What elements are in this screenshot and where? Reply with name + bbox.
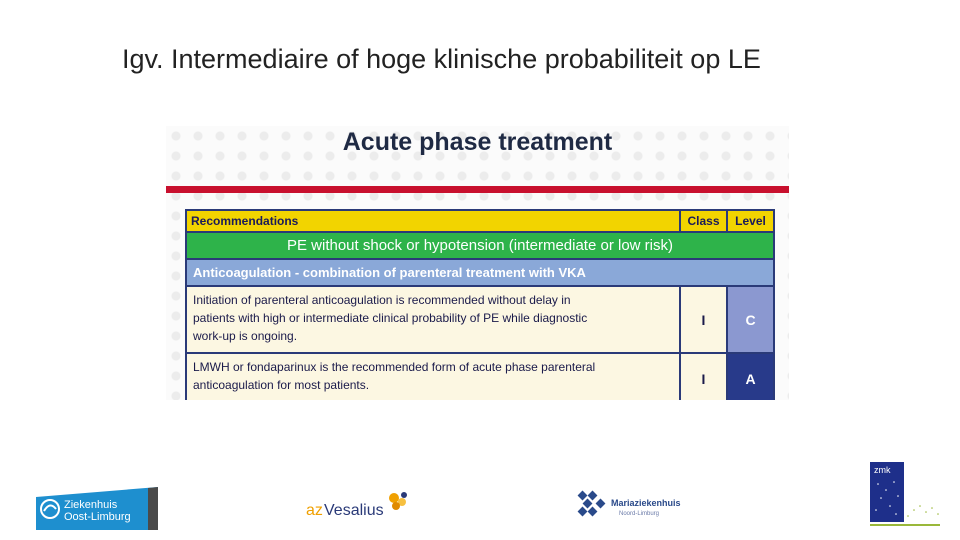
maria-sub: Noord-Limburg — [619, 511, 660, 517]
table-row — [187, 354, 773, 400]
zmk-logo — [866, 462, 944, 528]
maria-logo — [577, 488, 693, 520]
class-cell: I — [681, 287, 728, 352]
section-row: PE without shock or hypotension (intermediate or low risk) — [187, 233, 773, 260]
slide-title: Igv. Intermediaire of hoge klinische probabiliteit op LE — [122, 44, 761, 74]
recommendation-line: Initiation of parenteral anticoagulation is recommended without delay in — [193, 293, 571, 307]
header-class: Class — [681, 211, 728, 231]
vesalius-name: Vesalius — [324, 502, 384, 519]
table-row — [187, 287, 773, 354]
header-level: Level — [735, 214, 766, 228]
red-divider — [166, 186, 789, 193]
vesalius-prefix: az — [306, 502, 323, 519]
recommendation-line: work-up is ongoing. — [193, 329, 298, 343]
level-cell: A — [728, 354, 773, 400]
panel-heading: Acute phase treatment — [342, 128, 613, 156]
vesalius-logo — [306, 488, 410, 520]
zol-line1: Ziekenhuis — [64, 499, 118, 511]
level-cell: C — [728, 287, 773, 352]
recommendation-line: anticoagulation for most patients. — [193, 378, 370, 392]
class-cell: I — [681, 354, 728, 400]
recommendation-line: LMWH or fondaparinux is the recommended form of acute phase parenteral — [193, 360, 596, 374]
zol-line2: Oost-Limburg — [64, 511, 131, 523]
recommendation-text — [187, 354, 681, 400]
header-recommendations: Recommendations — [187, 211, 681, 231]
subsection-row: Anticoagulation - combination of parenteral treatment with VKA — [187, 260, 773, 287]
zol-logo — [36, 487, 158, 530]
maria-name: Mariaziekenhuis — [611, 498, 681, 508]
zmk-name: zmk — [874, 465, 891, 475]
guideline-panel — [166, 126, 789, 400]
recommendation-line: patients with high or intermediate clinical probability of PE while diagnostic — [193, 311, 588, 325]
recommendations-table — [185, 209, 775, 400]
table-header-row — [187, 211, 773, 233]
recommendation-text — [187, 287, 681, 352]
